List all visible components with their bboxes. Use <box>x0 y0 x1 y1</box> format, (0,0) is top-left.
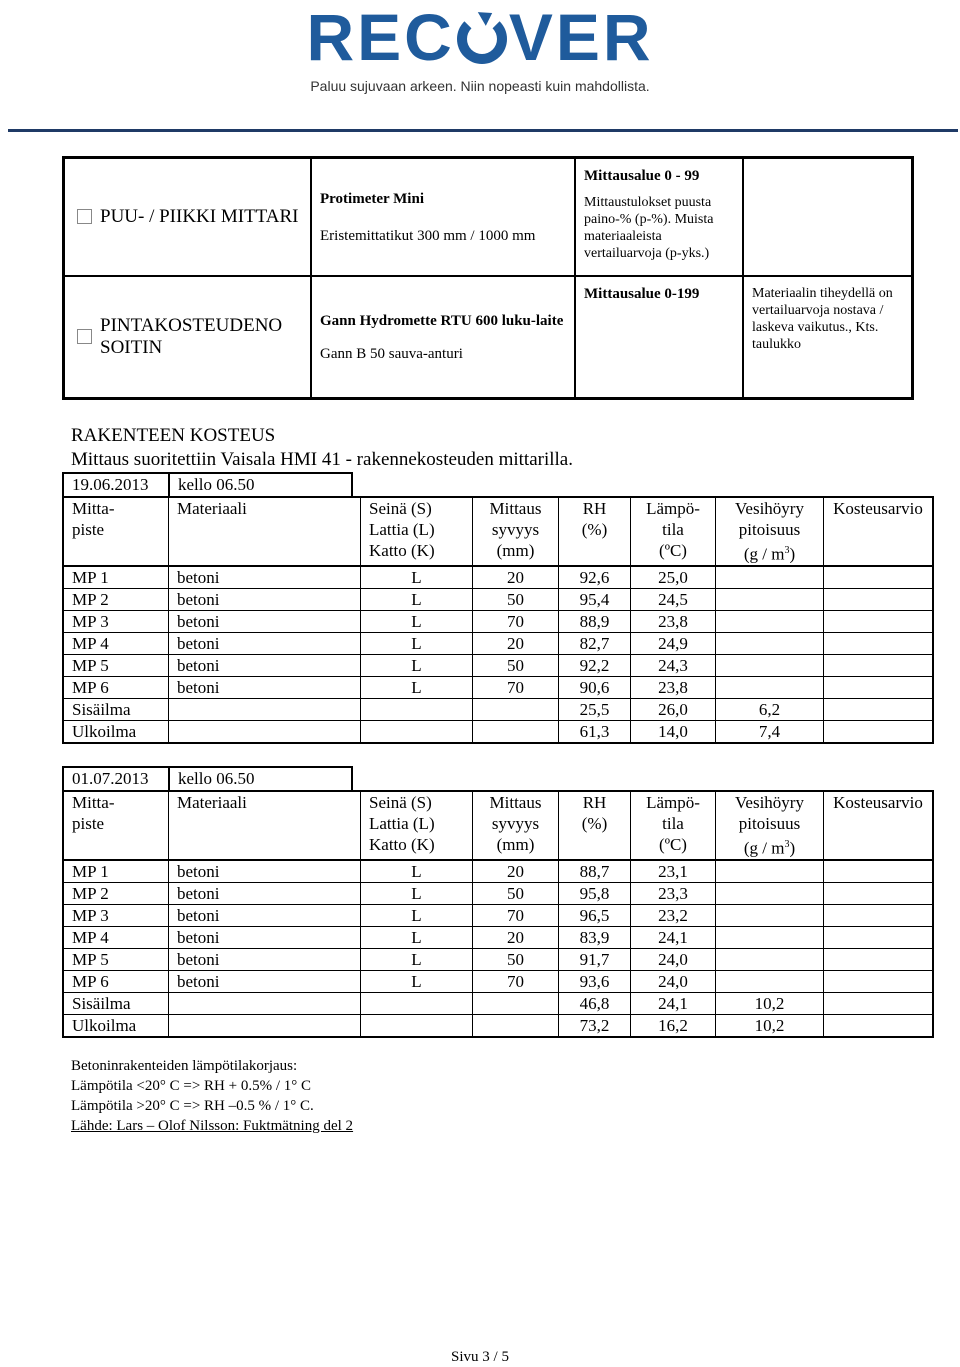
cell-estimate <box>824 970 934 992</box>
cell-estimate <box>824 860 934 883</box>
col-temp-header-line: tila <box>662 520 684 539</box>
cell-vapor <box>716 904 824 926</box>
cell-point: MP 2 <box>63 882 169 904</box>
cell-vapor <box>716 860 824 883</box>
logo-arrow-o-icon <box>457 14 507 64</box>
table-row <box>63 1014 933 1037</box>
cell-depth: 70 <box>473 904 559 926</box>
col-estimate-header: Kosteusarvio <box>824 791 934 860</box>
table-row <box>63 588 933 610</box>
cell-temp: 23,1 <box>631 860 716 883</box>
cell-material: betoni <box>169 882 361 904</box>
cell-material: betoni <box>169 654 361 676</box>
cell-rh: 46,8 <box>559 992 631 1014</box>
cell-rh: 25,5 <box>559 698 631 720</box>
cell-estimate <box>824 948 934 970</box>
notes-title: Betoninrakenteiden lämpötilakorjaus: <box>71 1058 298 1074</box>
col-depth-header <box>473 497 559 566</box>
cell-temp: 24,5 <box>631 588 716 610</box>
col-temp-header-line: (ºC) <box>659 541 687 560</box>
col-depth-header-line: (mm) <box>496 835 535 854</box>
col-surface-header-line: Lattia (L) <box>369 814 435 833</box>
cell-estimate <box>824 904 934 926</box>
cell-surface: L <box>361 948 473 970</box>
col-depth-header-line: Mittaus <box>489 499 542 518</box>
cell-rh: 96,5 <box>559 904 631 926</box>
cell-surface: L <box>361 882 473 904</box>
section-subtitle: Mittaus suoritettiin Vaisala HMI 41 - rakennekosteuden mittarilla. <box>71 449 573 470</box>
measurement-block <box>62 766 934 1038</box>
page-number: Sivu 3 / 5 <box>451 1349 509 1365</box>
cell-temp: 14,0 <box>631 720 716 743</box>
cell-material: betoni <box>169 588 361 610</box>
cell-material <box>169 720 361 743</box>
cell-point: MP 1 <box>63 860 169 883</box>
cell-vapor <box>716 588 824 610</box>
table-row <box>63 654 933 676</box>
col-rh-header <box>559 791 631 860</box>
col-depth-header-line: syvyys <box>491 814 540 833</box>
col-surface-header-line: Lattia (L) <box>369 520 435 539</box>
cell-estimate <box>824 654 934 676</box>
cell-point: Ulkoilma <box>63 720 169 743</box>
col-point-header <box>63 497 169 566</box>
table-row <box>63 566 933 589</box>
cell-estimate <box>824 610 934 632</box>
cell-vapor <box>716 654 824 676</box>
cell-material: betoni <box>169 860 361 883</box>
cell-vapor: 10,2 <box>716 992 824 1014</box>
extra-cell <box>743 158 913 276</box>
cell-depth: 20 <box>473 926 559 948</box>
cell-material: betoni <box>169 926 361 948</box>
cell-material: betoni <box>169 676 361 698</box>
col-rh-header-line: RH <box>582 499 607 518</box>
cell-point: Sisäilma <box>63 698 169 720</box>
cell-surface: L <box>361 926 473 948</box>
cell-rh: 90,6 <box>559 676 631 698</box>
cell-depth: 50 <box>473 654 559 676</box>
table-row <box>63 970 933 992</box>
cell-point: MP 3 <box>63 610 169 632</box>
cell-rh: 88,7 <box>559 860 631 883</box>
tagline: Paluu sujuvaan arkeen. Niin nopeasti kuin mahdollista. <box>310 78 650 94</box>
col-vapor-close: ) <box>789 838 796 858</box>
logo-text-left: REC <box>306 0 455 74</box>
cell-depth <box>473 698 559 720</box>
cell-surface <box>361 720 473 743</box>
cell-material <box>169 992 361 1014</box>
cell-estimate <box>824 698 934 720</box>
cell-vapor <box>716 566 824 589</box>
cell-temp: 24,0 <box>631 970 716 992</box>
col-vapor-header-line: (g / m <box>743 544 785 564</box>
surface-meter-label: PINTAKOSTEUDENO SOITIN <box>100 314 283 358</box>
col-depth-header <box>473 791 559 860</box>
cell-rh: 88,9 <box>559 610 631 632</box>
device-name: Protimeter Mini <box>320 190 424 207</box>
cell-temp: 23,3 <box>631 882 716 904</box>
cell-estimate <box>824 676 934 698</box>
cell-material <box>169 1014 361 1037</box>
cell-estimate <box>824 882 934 904</box>
measurement-date: 19.06.2013 <box>63 473 169 496</box>
cell-depth: 70 <box>473 970 559 992</box>
measurement-date: 01.07.2013 <box>63 767 169 790</box>
cell-estimate <box>824 992 934 1014</box>
cell-estimate <box>824 926 934 948</box>
cell-depth <box>473 1014 559 1037</box>
measurement-block <box>62 472 934 744</box>
col-point-header-line: Mitta- <box>72 499 115 518</box>
cell-point: Sisäilma <box>63 992 169 1014</box>
cell-vapor <box>716 632 824 654</box>
cell-temp: 16,2 <box>631 1014 716 1037</box>
recover-logo <box>0 2 960 94</box>
cell-point: Ulkoilma <box>63 1014 169 1037</box>
range-title: Mittausalue 0 - 99 <box>584 168 700 184</box>
cell-depth: 50 <box>473 948 559 970</box>
col-material-header: Materiaali <box>169 497 361 566</box>
device-cell <box>311 276 575 399</box>
cell-material: betoni <box>169 948 361 970</box>
device-probes: Gann B 50 sauva-anturi <box>320 345 463 362</box>
equipment-type-cell <box>64 276 312 399</box>
device-probes: Eristemittatikut 300 mm / 1000 mm <box>320 227 536 244</box>
cell-surface <box>361 698 473 720</box>
cell-surface: L <box>361 676 473 698</box>
cell-temp: 23,8 <box>631 676 716 698</box>
cell-surface: L <box>361 970 473 992</box>
cell-rh: 95,4 <box>559 588 631 610</box>
cell-estimate <box>824 566 934 589</box>
col-vapor-header <box>716 791 824 860</box>
col-point-header-line: piste <box>72 520 105 539</box>
cell-vapor: 7,4 <box>716 720 824 743</box>
cell-material: betoni <box>169 566 361 589</box>
cell-point: MP 4 <box>63 632 169 654</box>
cell-estimate <box>824 720 934 743</box>
notes-line-2: Lämpötila >20° C => RH –0.5 % / 1° C. <box>71 1098 314 1114</box>
col-surface-header-line: Seinä (S) <box>369 793 432 812</box>
col-rh-header <box>559 497 631 566</box>
col-depth-header-line: (mm) <box>496 541 535 560</box>
cell-temp: 24,9 <box>631 632 716 654</box>
cell-vapor <box>716 926 824 948</box>
logo-text-right: VER <box>508 0 654 74</box>
cell-point: MP 1 <box>63 566 169 589</box>
col-vapor-header-line: Vesihöyry <box>735 499 804 518</box>
cell-surface: L <box>361 654 473 676</box>
range-cell <box>575 276 743 399</box>
logo-wordmark <box>0 2 960 72</box>
col-temp-header <box>631 791 716 860</box>
cell-rh: 61,3 <box>559 720 631 743</box>
temperature-correction-notes <box>71 1056 353 1136</box>
notes-line-1: Lämpötila <20° C => RH + 0.5% / 1° C <box>71 1078 311 1094</box>
equipment-type-cell <box>64 158 312 276</box>
cell-surface: L <box>361 566 473 589</box>
cell-point: MP 2 <box>63 588 169 610</box>
cell-surface: L <box>361 904 473 926</box>
cell-material: betoni <box>169 970 361 992</box>
notes-source-link[interactable]: Lähde: Lars – Olof Nilsson: Fuktmätning del 2 <box>71 1118 354 1134</box>
cell-vapor <box>716 948 824 970</box>
cell-vapor: 6,2 <box>716 698 824 720</box>
col-temp-header-line: Lämpö- <box>646 793 700 812</box>
measurement-table <box>62 496 934 744</box>
surface-meter-checkbox[interactable] <box>77 329 92 344</box>
cell-depth: 50 <box>473 882 559 904</box>
range-cell <box>575 158 743 276</box>
cell-depth: 70 <box>473 676 559 698</box>
table-row <box>63 860 933 883</box>
cell-depth: 20 <box>473 566 559 589</box>
extra-note <box>744 159 911 173</box>
col-rh-header-line: (%) <box>581 520 608 539</box>
cell-temp: 24,0 <box>631 948 716 970</box>
wood-meter-label: PUU- / PIIKKI MITTARI <box>100 205 299 227</box>
cell-surface <box>361 992 473 1014</box>
col-rh-header-line: (%) <box>581 814 608 833</box>
col-point-header-line: Mitta- <box>72 793 115 812</box>
measurement-time: kello 06.50 <box>169 767 352 790</box>
col-estimate-header: Kosteusarvio <box>824 497 934 566</box>
cell-surface: L <box>361 610 473 632</box>
col-vapor-header-line: (g / m <box>743 838 785 858</box>
table-row <box>63 904 933 926</box>
measurement-table <box>62 790 934 1038</box>
cell-depth: 50 <box>473 588 559 610</box>
col-vapor-header-line: Vesihöyry <box>735 793 804 812</box>
cell-temp: 24,1 <box>631 926 716 948</box>
cell-depth <box>473 720 559 743</box>
cell-material: betoni <box>169 632 361 654</box>
cell-point: MP 6 <box>63 970 169 992</box>
cell-vapor <box>716 676 824 698</box>
cell-rh: 91,7 <box>559 948 631 970</box>
extra-cell <box>743 276 913 399</box>
cell-temp: 24,3 <box>631 654 716 676</box>
table-row <box>63 610 933 632</box>
cell-estimate <box>824 1014 934 1037</box>
wood-meter-checkbox[interactable] <box>77 209 92 224</box>
col-rh-header-line: RH <box>582 793 607 812</box>
table-header-row <box>63 791 933 860</box>
col-vapor-superscript: 3 <box>784 839 790 850</box>
col-surface-header-line: Seinä (S) <box>369 499 432 518</box>
measurement-time: kello 06.50 <box>169 473 352 496</box>
cell-rh: 93,6 <box>559 970 631 992</box>
cell-point: MP 5 <box>63 654 169 676</box>
col-surface-header-line: Katto (K) <box>369 835 435 854</box>
equipment-row-wood <box>64 158 913 276</box>
table-row <box>63 882 933 904</box>
cell-vapor <box>716 882 824 904</box>
col-point-header <box>63 791 169 860</box>
col-temp-header <box>631 497 716 566</box>
cell-vapor <box>716 970 824 992</box>
cell-depth: 70 <box>473 610 559 632</box>
range-title: Mittausalue 0-199 <box>584 285 700 302</box>
table-header-row <box>63 497 933 566</box>
col-vapor-header-line: pitoisuus <box>738 520 801 539</box>
table-row <box>63 926 933 948</box>
table-row <box>63 632 933 654</box>
col-surface-header <box>361 791 473 860</box>
cell-temp: 23,8 <box>631 610 716 632</box>
table-row <box>63 676 933 698</box>
col-depth-header-line: syvyys <box>491 520 540 539</box>
cell-depth <box>473 992 559 1014</box>
cell-temp: 24,1 <box>631 992 716 1014</box>
col-vapor-header <box>716 497 824 566</box>
range-note: Mittaustulokset puusta paino-% (p-%). Muista materiaaleista vertailuarvoja (p-yks.) <box>584 195 714 261</box>
table-row <box>63 948 933 970</box>
col-depth-header-line: Mittaus <box>489 793 542 812</box>
cell-estimate <box>824 632 934 654</box>
device-cell <box>311 158 575 276</box>
extra-note: Materiaalin tiheydellä on vertailuarvoja nostava / laskeva vaikutus., Kts. taulukko <box>752 285 893 352</box>
table-row <box>63 992 933 1014</box>
col-vapor-close: ) <box>789 544 796 564</box>
col-surface-header-line: Katto (K) <box>369 541 435 560</box>
table-row <box>63 698 933 720</box>
cell-rh: 95,8 <box>559 882 631 904</box>
cell-material: betoni <box>169 610 361 632</box>
col-point-header-line: piste <box>72 814 105 833</box>
section-heading <box>71 424 573 472</box>
col-vapor-header-line: pitoisuus <box>738 814 801 833</box>
col-material-header: Materiaali <box>169 791 361 860</box>
col-temp-header-line: tila <box>662 814 684 833</box>
cell-material <box>169 698 361 720</box>
cell-surface: L <box>361 632 473 654</box>
cell-rh: 92,2 <box>559 654 631 676</box>
cell-temp: 25,0 <box>631 566 716 589</box>
cell-rh: 82,7 <box>559 632 631 654</box>
cell-point: MP 3 <box>63 904 169 926</box>
cell-surface <box>361 1014 473 1037</box>
cell-depth: 20 <box>473 860 559 883</box>
cell-point: MP 5 <box>63 948 169 970</box>
cell-surface: L <box>361 860 473 883</box>
cell-surface: L <box>361 588 473 610</box>
col-surface-header <box>361 497 473 566</box>
section-title: RAKENTEEN KOSTEUS <box>71 425 276 446</box>
table-row <box>63 720 933 743</box>
cell-point: MP 4 <box>63 926 169 948</box>
cell-temp: 26,0 <box>631 698 716 720</box>
cell-rh: 92,6 <box>559 566 631 589</box>
cell-vapor <box>716 610 824 632</box>
date-time-header <box>62 766 353 790</box>
cell-vapor: 10,2 <box>716 1014 824 1037</box>
col-temp-header-line: Lämpö- <box>646 499 700 518</box>
col-vapor-superscript: 3 <box>784 545 790 556</box>
cell-point: MP 6 <box>63 676 169 698</box>
cell-temp: 23,2 <box>631 904 716 926</box>
cell-depth: 20 <box>473 632 559 654</box>
equipment-table <box>62 156 914 400</box>
col-temp-header-line: (ºC) <box>659 835 687 854</box>
date-time-header <box>62 472 353 496</box>
cell-estimate <box>824 588 934 610</box>
cell-rh: 83,9 <box>559 926 631 948</box>
device-name: Gann Hydromette RTU 600 luku-laite <box>320 312 564 329</box>
cell-material: betoni <box>169 904 361 926</box>
header-divider <box>8 129 958 132</box>
cell-rh: 73,2 <box>559 1014 631 1037</box>
equipment-row-surface <box>64 276 913 399</box>
